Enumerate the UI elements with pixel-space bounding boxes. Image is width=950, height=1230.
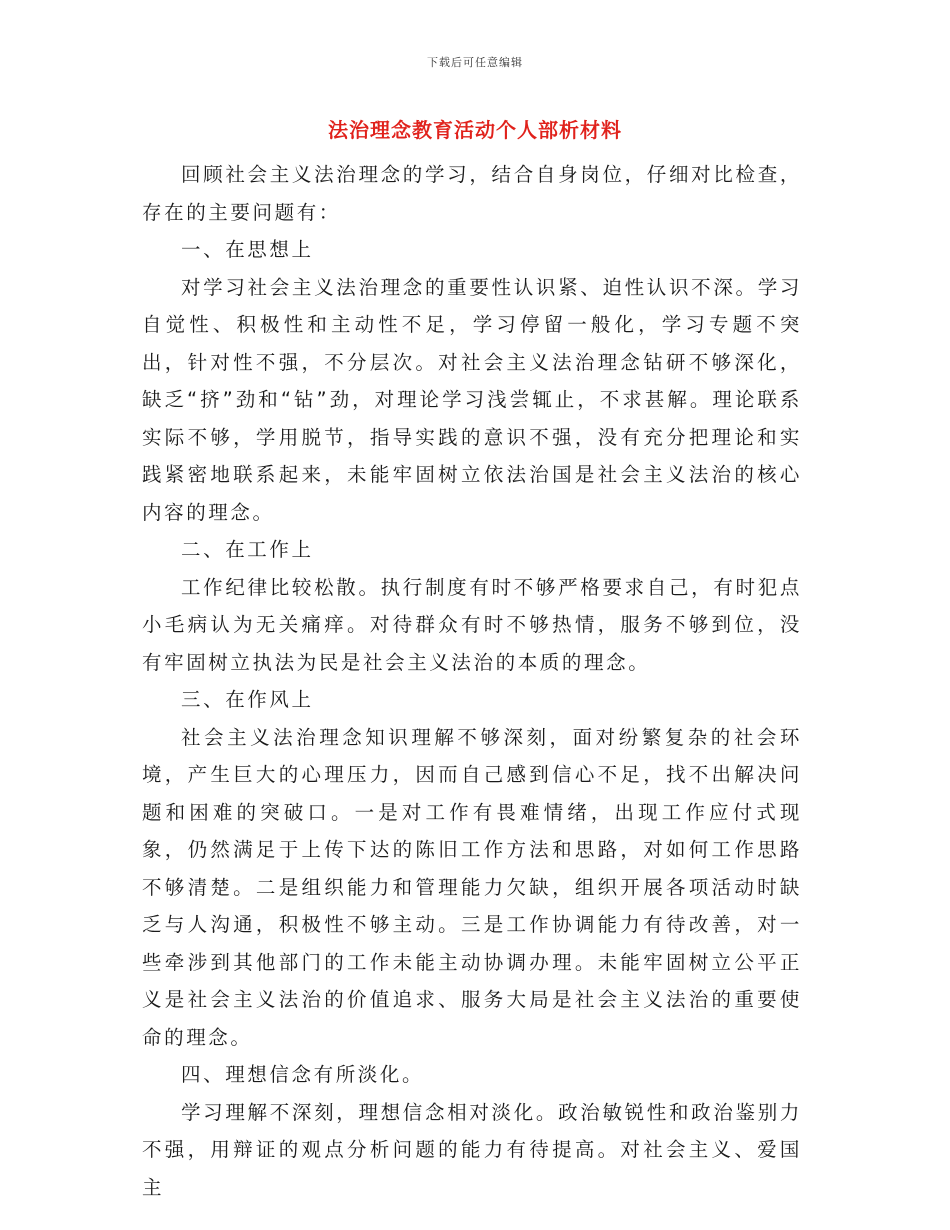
section-heading-style: 三、在作风上 xyxy=(181,688,314,711)
document-body xyxy=(142,156,802,1206)
intro-paragraph: 回顾社会主义法治理念的学习，结合自身岗位，仔细对比检查，存在的主要问题有： xyxy=(142,163,802,224)
header-note: 下载后可任意编辑 xyxy=(427,56,523,69)
work-paragraph: 工作纪律比较松散。执行制度有时不够严格要求自己，有时犯点小毛病认为无关痛痒。对待群众有时不够热情，服务不够到位，没有牢固树立执法为民是社会主义法治的本质的理念。 xyxy=(142,575,802,674)
belief-paragraph: 学习理解不深刻，理想信念相对淡化。政治敏锐性和政治鉴别力不强，用辩证的观点分析问题的能力有待提高。对社会主义、爱国主 xyxy=(142,1100,802,1199)
section-heading-thought: 一、在思想上 xyxy=(181,238,314,261)
thought-paragraph: 对学习社会主义法治理念的重要性认识紧、迫性认识不深。学习自觉性、积极性和主动性不足，学习停留一般化，学习专题不突出，针对性不强，不分层次。对社会主义法治理念钻研不够深化，缺乏“挤”劲和“钻”劲，对理论学习浅尝辄止，不求甚解。理论联系实际不够，学用脱节，指导实践的意识不强，没有充分把理论和实践紧密地联系起来，未能牢固树立依法治国是社会主义法治的核心内容的理念。 xyxy=(142,275,802,524)
section-heading-belief: 四、理想信念有所淡化。 xyxy=(181,1063,425,1086)
section-heading-work: 二、在工作上 xyxy=(181,538,314,561)
style-paragraph: 社会主义法治理念知识理解不够深刻，面对纷繁复杂的社会环境，产生巨大的心理压力，因而自己感到信心不足，找不出解决问题和困难的突破口。一是对工作有畏难情绪，出现工作应付式现象，仍然满足于上传下达的陈旧工作方法和思路，对如何工作思路不够清楚。二是组织能力和管理能力欠缺，组织开展各项活动时缺乏与人沟通，积极性不够主动。三是工作协调能力有待改善，对一些牵涉到其他部门的工作未能主动协调办理。未能牢固树立公平正义是社会主义法治的价值追求、服务大局是社会主义法治的重要使命的理念。 xyxy=(142,725,802,1049)
document-title: 法治理念教育活动个人部析材料 xyxy=(328,118,622,142)
